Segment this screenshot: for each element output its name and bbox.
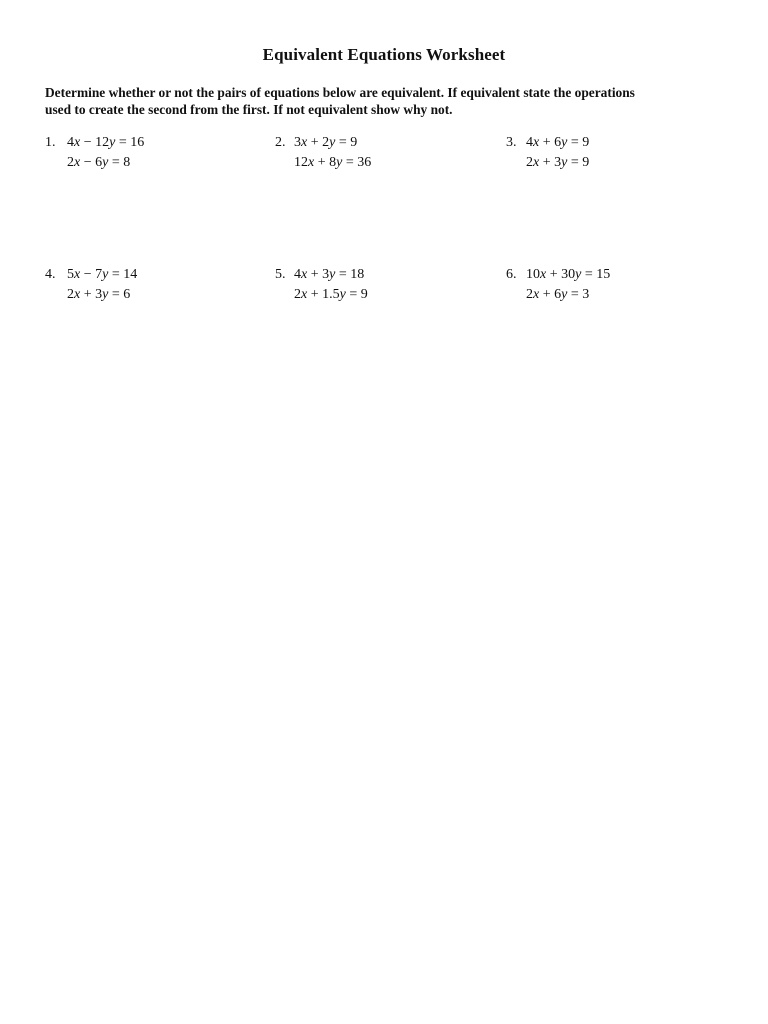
problem-number: 5.	[275, 267, 286, 282]
equation-second: 2x − 6y = 8	[67, 154, 131, 170]
equation-second: 12x + 8y = 36	[294, 154, 372, 170]
equation-second: 2x + 3y = 9	[526, 154, 590, 170]
equation-first: 10x + 30y = 15	[526, 267, 611, 282]
equation-first: 4x − 12y = 16	[67, 135, 145, 150]
problem-number: 3.	[506, 135, 517, 150]
problem-number: 4.	[45, 267, 56, 282]
instructions-line-1: Determine whether or not the pairs of equations below are equivalent. If equivalent state the operations	[45, 85, 635, 100]
problem-number: 2.	[275, 135, 286, 150]
equation-first: 3x + 2y = 9	[294, 135, 358, 150]
equation-first: 4x + 3y = 18	[294, 267, 365, 282]
instructions-line-2: used to create the second from the first. If not equivalent show why not.	[45, 102, 453, 117]
equation-first: 4x + 6y = 9	[526, 135, 590, 150]
problem-number: 6.	[506, 267, 517, 282]
equation-second: 2x + 6y = 3	[526, 286, 590, 302]
instructions	[45, 84, 725, 118]
equation-first: 5x − 7y = 14	[67, 267, 138, 282]
equation-second: 2x + 1.5y = 9	[294, 286, 368, 302]
problem-number: 1.	[45, 135, 56, 150]
page-title: Equivalent Equations Worksheet	[262, 45, 506, 64]
equation-second: 2x + 3y = 6	[67, 286, 131, 302]
